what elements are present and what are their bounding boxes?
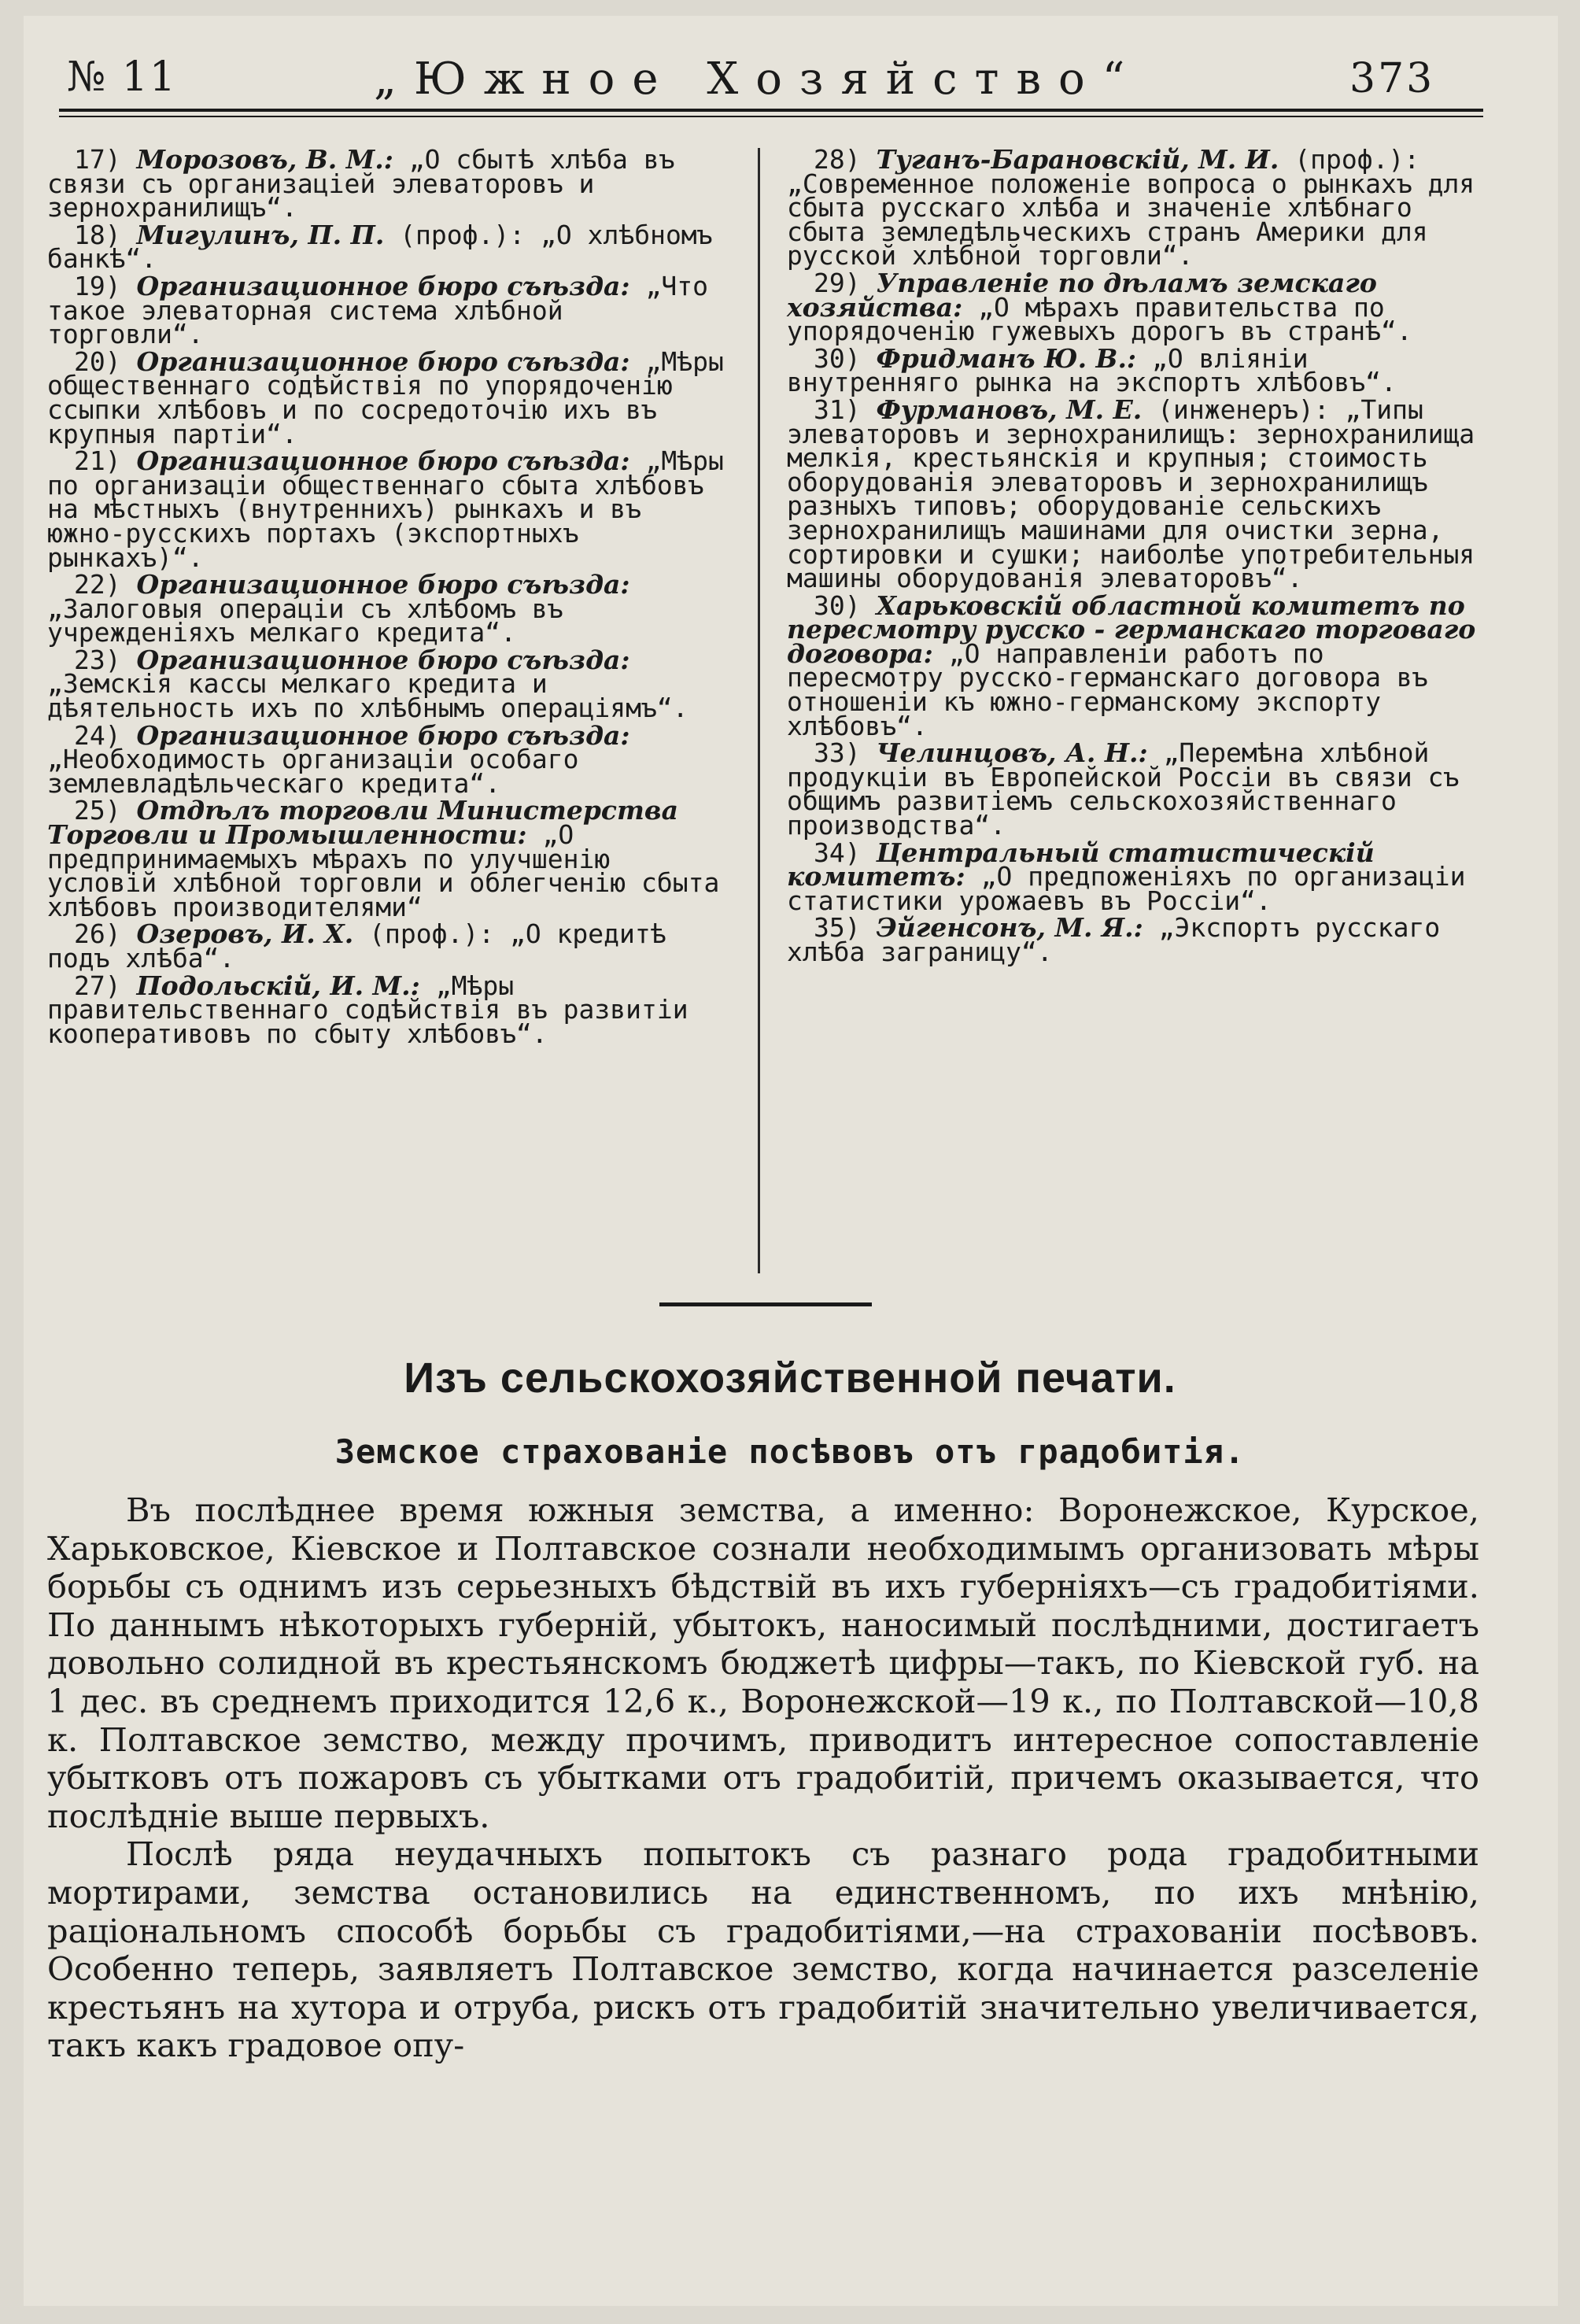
list-item: 18) Мигулинъ, П. П. (проф.): „О хлѣбномъ банкѣ“. [47,219,713,275]
list-item: 19) Организационное бюро съѣзда: „Что такое элеваторная система хлѣбной торговли“. [47,270,708,350]
page-number: 373 [1349,55,1435,102]
paragraph: Въ послѣднее время южныя земства, а именно: Воронежское, Курское, Харьковское, Кiевское и Полтавское сознали необходимымъ организовать мѣры борьбы съ однимъ изъ серьезныхъ бѣдствiй въ ихъ губернiяхъ—съ градобитiями. По даннымъ нѣкоторыхъ губернiй, убытокъ, наносимый послѣдними, достигаетъ довольно солидной въ крестьянскомъ бюджетѣ цифры—такъ, по Кiевской губ. на 1 дес. въ среднемъ приходится 12,6 к., Воронежской—19 к., по Полтавской—10,8 к. Полтавское земство, между прочимъ, приводитъ интересное сопоставленiе убытковъ отъ пожаровъ съ убытками отъ градобитiй, причемъ оказывается, что послѣднiе выше первыхъ. [47,1491,1479,1835]
list-item: 25) Отдѣлъ торговли Министерства Торговли и Промышленности: „О предпринимаемыхъ мѣрахъ по улучшенiю условiй хлѣбной торговли и облегченiю сбыта хлѣбовъ производителями“ [47,795,720,922]
page-header [35,46,1452,116]
list-item: 29) Управленiе по дѣламъ земскаго хозяйства: „О мѣрахъ правительства по упорядоченiю гужевыхъ дорогъ въ странѣ“. [787,267,1412,347]
list-item: 34) Центральный статистическiй комитетъ: „О предпоженiяхъ по организацiи статистики урожаевъ въ Россiи“. [787,837,1466,916]
list-item: 30) Харьковскiй областной комитетъ по пересмотру русско - германскаго торговаго договора: „О направленiи работъ по пересмотру русско-германскаго договора въ отношенiи къ южно-германскому экспорту хлѣбовъ“. [787,589,1476,741]
left-column [47,144,732,1049]
list-item: 22) Организационное бюро съѣзда: „Залоговыя операцiи съ хлѣбомъ въ учрежденiяхъ мелкаго кредита“. [47,569,630,648]
header-rule-thick [59,109,1483,112]
paragraph: Послѣ ряда неудачныхъ попытокъ съ разнаго рода градобитными мортирами, земства остановились на единственномъ, по ихъ мнѣнiю, рацiональномъ способѣ борьбы съ градобитiями,—на страхованiи посѣвовъ. Особенно теперь, заявляетъ Полтавское земство, когда начинается разселенiе крестьянъ на хутора и отруба, рискъ отъ градобитiй значительно увеличивается, такъ какъ градовое опу- [47,1834,1479,2065]
list-item: 27) Подольскiй, И. М.: „Мѣры правительственнаго содѣйствiя въ развитiи кооперативовъ по сбыту хлѣбовъ“. [47,970,688,1049]
list-item: 31) Фурмановъ, М. Е. (инженеръ): „Типы элеваторовъ и зернохранилищъ: зернохранилища мелкiя, крестьянскiя и крупныя; стоимость оборудованiя элеваторовъ и зернохранилищъ разныхъ типовъ; оборудованiе сельскихъ зернохранилищъ машинами для очистки зерна, сортировки и сушки; наиболѣе употребительныя машины оборудованiя элеваторовъ“. [787,393,1475,594]
list-item: 30) Фридманъ Ю. В.: „О влiянiи внутренняго рынка на экспортъ хлѣбовъ“. [787,342,1397,398]
journal-title: „Южное Хозяйство“ [374,54,1143,105]
list-item: 24) Организационное бюро съѣзда: „Необходимость организацiи особаго землевладѣльческаго кредита“. [47,719,630,799]
list-item: 28) Туганъ-Барановскiй, М. И. (проф.): „Современное положенiе вопроса о рынкахъ для сбыта русскаго хлѣба и значенiе хлѣбнаго сбыта земледѣльческихъ странъ Америки для русской хлѣбной торговли“. [787,144,1475,272]
section-separator [659,1302,872,1306]
list-item: 23) Организационное бюро съѣзда: „Земскiя кассы мелкаго кредита и дѣятельность ихъ по хлѣбнымъ операцiямъ“. [47,644,688,724]
article-body [47,1491,1479,2065]
issue-number: № 11 [67,54,177,101]
header-rule-thin [59,116,1483,117]
article-title: Земское страхованiе посѣвовъ отъ градобитiя. [334,1432,1246,1471]
right-column [787,144,1495,968]
section-title: Изъ сельскохозяйственной печати. [404,1354,1176,1402]
list-item: 20) Организационное бюро съѣзда: „Мѣры общественнаго содѣйствiя по упорядоченiю ссыпки хлѣбовъ и по сосредоточiю ихъ въ крупныя партiи“. [47,345,724,449]
list-item: 33) Челинцовъ, А. Н.: „Перемѣна хлѣбной продукцiи въ Европейской Россiи въ связи съ общимъ развитiемъ сельскохозяйственнаго производства“. [787,737,1460,841]
list-item: 21) Организационное бюро съѣзда: „Мѣры по организацiи общественнаго сбыта хлѣбовъ на мѣстныхъ (внутреннихъ) рынкахъ и въ южно-русскихъ портахъ (экспортныхъ рынкахъ)“. [47,445,724,573]
column-divider [758,148,760,1273]
list-item: 35) Эйгенсонъ, М. Я.: „Экспортъ русскаго хлѣба заграницу“. [787,912,1441,967]
list-item: 17) Морозовъ, В. М.: „О сбытѣ хлѣба въ связи съ организацiей элеваторовъ и зернохранилищъ“. [47,144,675,224]
list-item: 26) Озеровъ, И. Х. (проф.): „О кредитѣ подъ хлѣба“. [47,918,666,974]
